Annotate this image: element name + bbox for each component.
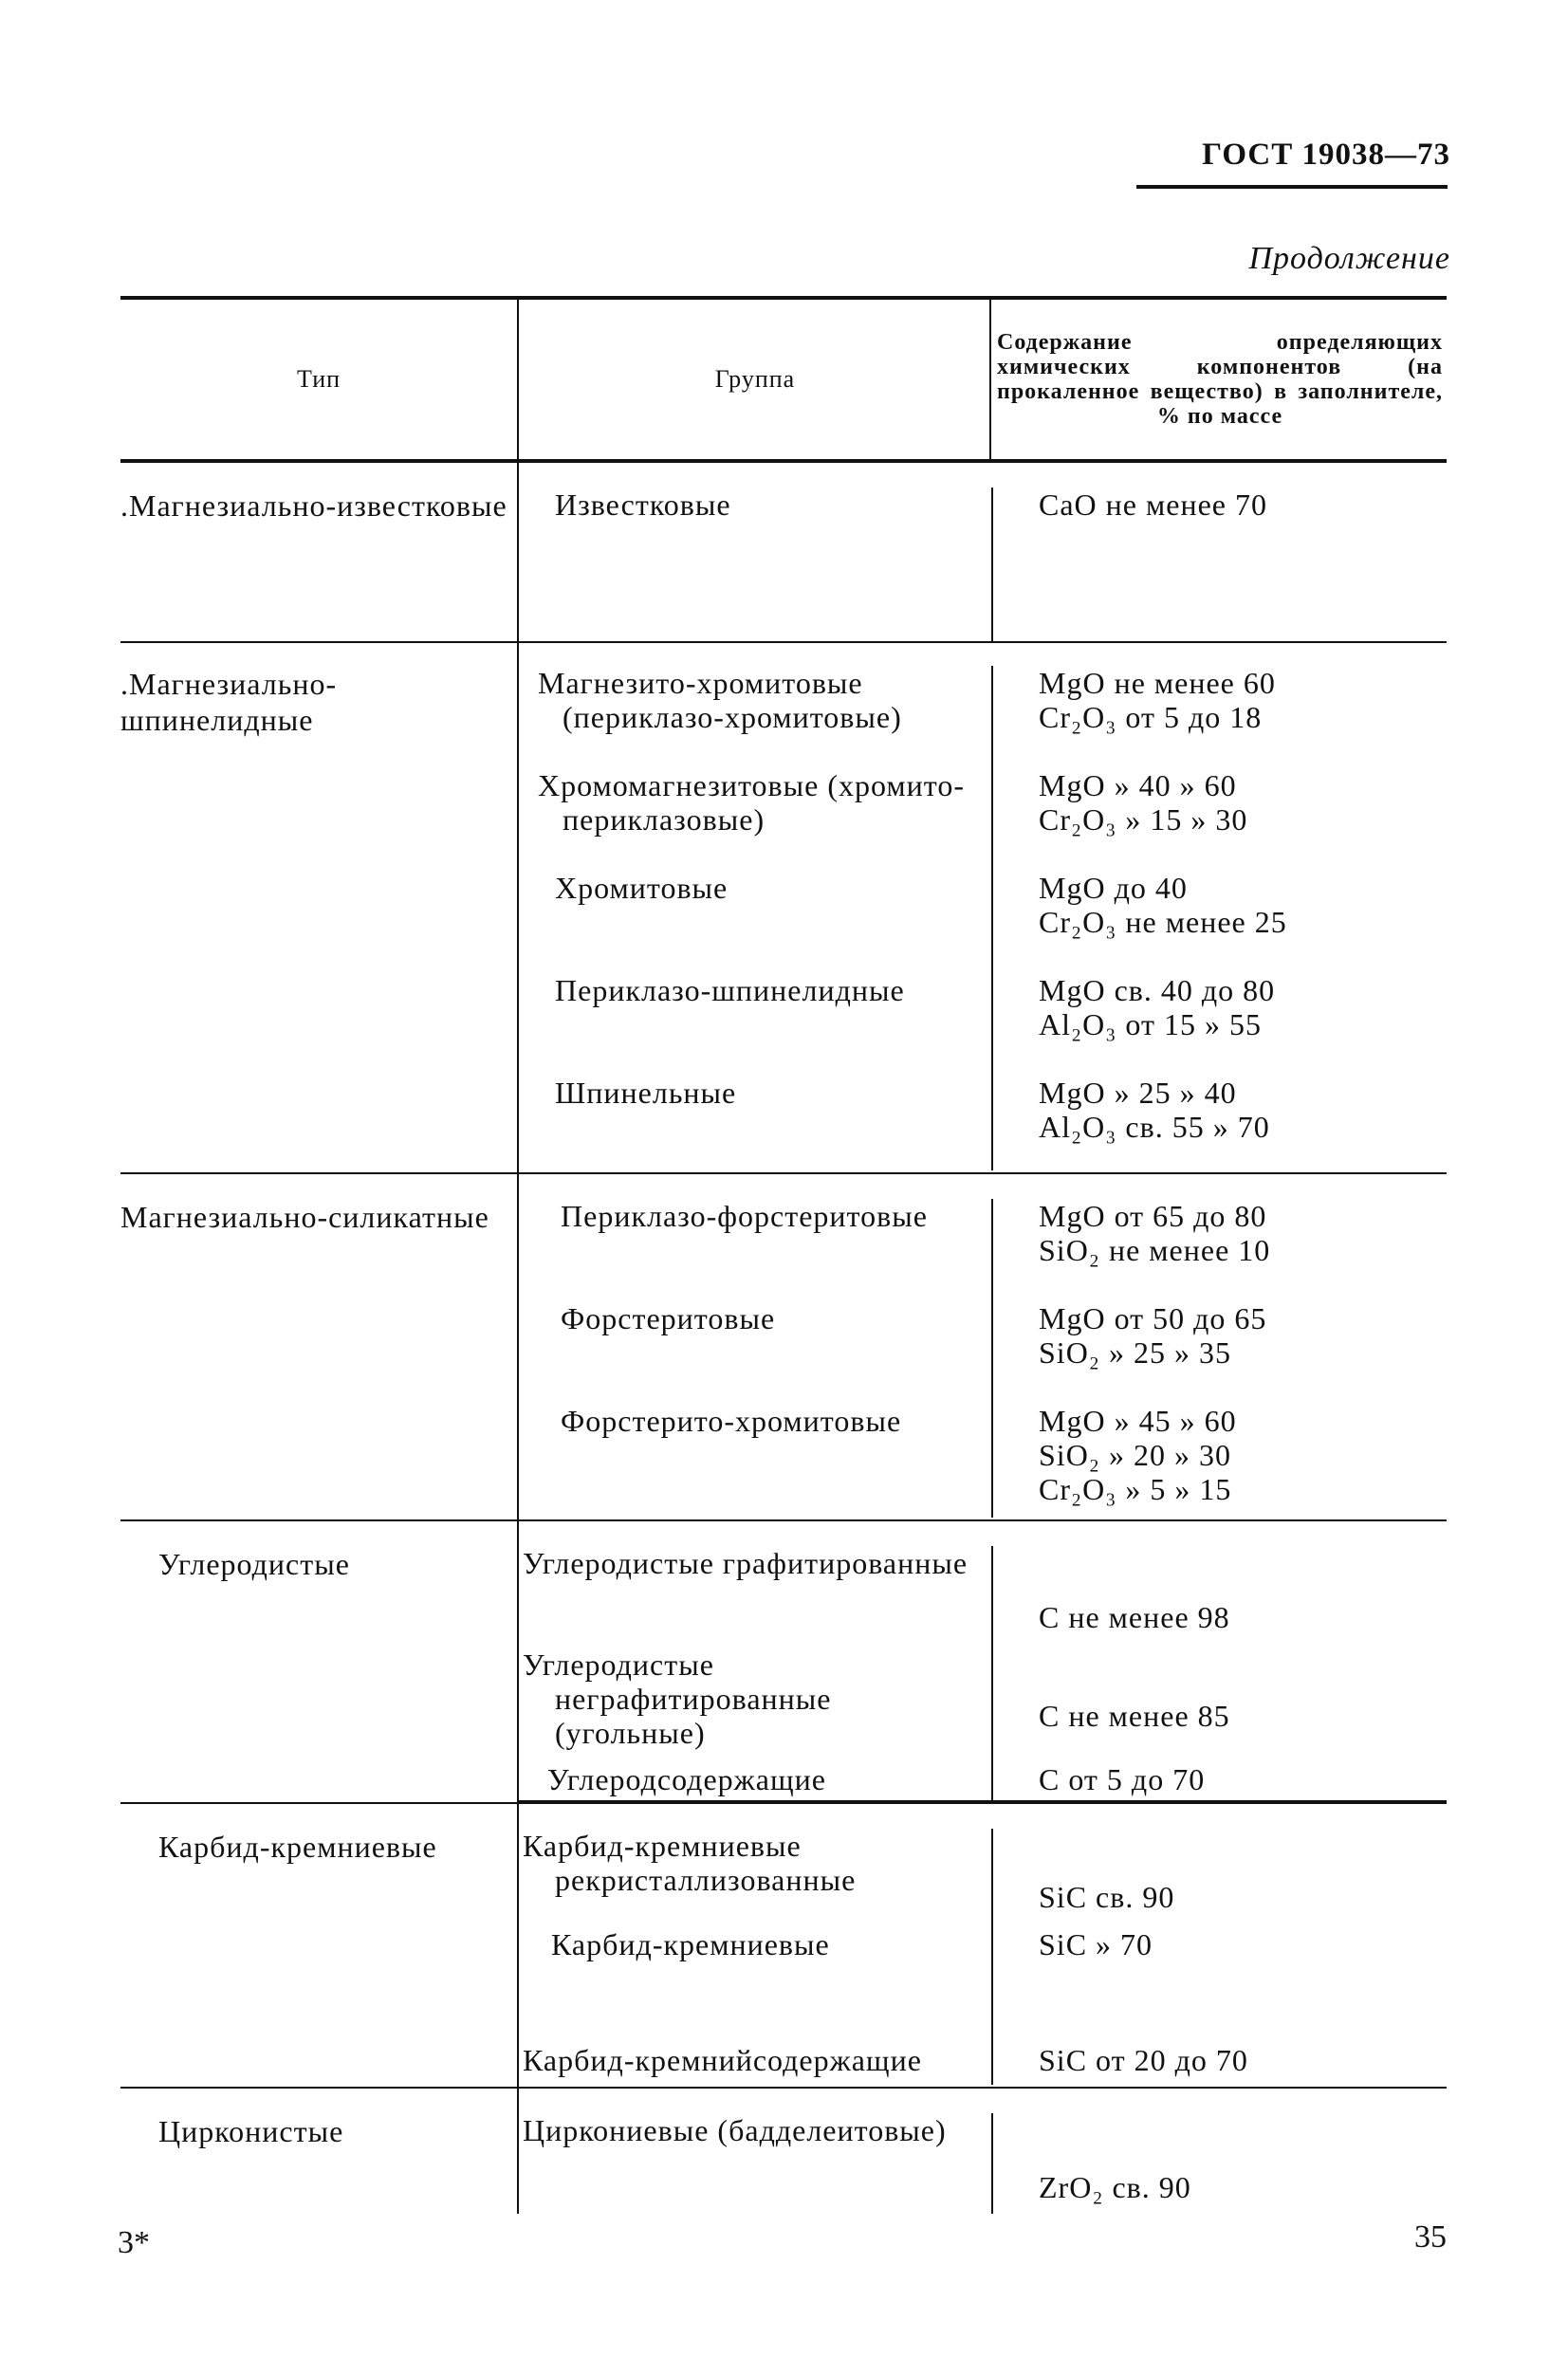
column-header-group: Группа	[517, 300, 991, 459]
type-cell: Магнезиально-силикатные	[120, 1200, 489, 1234]
formula-line: C от 5 до 70	[1039, 1762, 1206, 1796]
group-name-text: Периклазо-форстеритовые	[561, 1199, 928, 1233]
continuation-label: Продолжение	[1248, 241, 1450, 276]
group-name-text: Углеродистые графитированные	[523, 1546, 968, 1580]
formula-line: SiC св. 90	[1039, 1880, 1175, 1914]
group-name-text: Углеродсодержащие	[547, 1762, 826, 1796]
group-entry	[519, 2113, 1447, 2214]
formula-line: MgO до 40	[1039, 871, 1188, 905]
group-entry	[519, 1746, 1447, 1802]
type-cell: Углеродистые	[158, 1547, 350, 1581]
group-name	[519, 1986, 991, 2085]
group-entry	[519, 1404, 1447, 1518]
group-name-text: Циркониевые (бадделеитовые)	[523, 2113, 947, 2147]
group-entry	[519, 463, 1447, 641]
type-cell: .Магнезиально-известковые	[120, 488, 507, 523]
formula-line: MgO » 40 » 60	[1039, 768, 1237, 802]
group-content	[991, 1404, 1447, 1518]
formula-line: Cr₂O₃ » 5 » 15	[1039, 1472, 1232, 1506]
group-list	[517, 1174, 1447, 1519]
table-row	[120, 2089, 1447, 2214]
table-row	[120, 1804, 1447, 2089]
group-name	[519, 2113, 991, 2214]
group-name	[519, 871, 991, 973]
formula-line: CaO не менее 70	[1039, 488, 1267, 522]
table-row	[120, 1174, 1447, 1521]
group-name-text: Форстерито-хромитовые	[561, 1404, 902, 1438]
table-row	[120, 1521, 1447, 1804]
type-cell: .Магнезиально-шпинелидные	[120, 667, 338, 737]
group-entry	[519, 1076, 1447, 1170]
group-name	[519, 1404, 991, 1518]
type-cell: Карбид-кремниевые	[158, 1830, 437, 1864]
formula-line: SiO₂ не менее 10	[1039, 1233, 1271, 1267]
group-name	[519, 1927, 991, 1986]
group-list	[517, 1521, 1447, 1802]
group-name	[519, 1647, 991, 1750]
group-entry	[519, 1546, 1447, 1648]
group-name-text: Углеродистые неграфитированные (угольные)	[523, 1647, 832, 1750]
document-standard-title: ГОСТ 19038—73	[1202, 138, 1450, 172]
group-content	[991, 1746, 1447, 1800]
formula-line: Al₂O₃ св. 55 » 70	[1039, 1110, 1270, 1144]
group-name	[519, 666, 991, 768]
formula-line: SiO₂ » 20 » 30	[1039, 1438, 1231, 1472]
signature-mark: 3*	[118, 2225, 150, 2260]
column-header-content: Содержание определяющих химических компонентов (на прокаленное вещество) в заполнителе, % по массе	[989, 300, 1447, 459]
group-list	[517, 1804, 1447, 2087]
formula-line: C не менее 85	[1039, 1698, 1230, 1733]
formula-line: Al₂O₃ от 15 » 55	[1039, 1007, 1262, 1041]
group-content	[991, 1986, 1447, 2085]
group-name-text: Карбид-кремнийсодержащие	[523, 2043, 922, 2077]
table-header	[120, 296, 1447, 463]
group-name	[519, 768, 991, 871]
group-list	[517, 643, 1447, 1172]
formula-line: ZrO₂ св. 90	[1039, 2170, 1191, 2204]
group-content	[991, 1927, 1447, 1986]
page-number: 35	[1414, 2219, 1447, 2255]
group-entry	[519, 1927, 1447, 1986]
group-name-text: Известковые	[555, 488, 731, 522]
group-content	[991, 973, 1447, 1076]
group-entry	[519, 973, 1447, 1076]
column-header-type: Тип	[296, 365, 341, 393]
formula-line: Cr₂O₃ от 5 до 18	[1039, 700, 1263, 734]
group-name-text: Хромомагнезитовые (хромито-периклазовые)	[538, 768, 965, 837]
group-entry	[519, 666, 1447, 768]
group-entry	[519, 1986, 1447, 2085]
group-entry	[519, 871, 1447, 973]
group-content	[991, 1829, 1447, 1927]
group-content	[991, 488, 1447, 641]
formula-line: MgO от 50 до 65	[1039, 1301, 1267, 1335]
group-name	[519, 1076, 991, 1170]
group-content	[991, 666, 1447, 768]
formula-line: MgO не менее 60	[1039, 666, 1276, 700]
group-name-text: Хромитовые	[555, 871, 729, 905]
formula-line: MgO » 25 » 40	[1039, 1076, 1237, 1110]
formula-line: C не менее 98	[1039, 1599, 1230, 1634]
table-row	[120, 463, 1447, 643]
type-cell: Цирконистые	[158, 2114, 344, 2148]
group-name	[519, 1546, 991, 1648]
group-name	[519, 973, 991, 1076]
formula-line: MgO от 65 до 80	[1039, 1199, 1267, 1233]
formula-line: Cr₂O₃ не менее 25	[1039, 905, 1287, 939]
group-entry	[519, 1829, 1447, 1927]
formula-line: Cr₂O₃ » 15 » 30	[1039, 802, 1248, 837]
group-content	[991, 1301, 1447, 1404]
group-list	[517, 463, 1447, 641]
group-name	[519, 1301, 991, 1404]
group-content	[991, 1199, 1447, 1301]
group-content	[991, 1076, 1447, 1170]
group-content	[991, 768, 1447, 871]
group-list	[517, 2089, 1447, 2214]
group-entry	[519, 1301, 1447, 1404]
formula-line: SiC » 70	[1039, 1927, 1153, 1961]
formula-line: SiC от 20 до 70	[1039, 2043, 1248, 2077]
group-name-text: Магнезито-хромитовые (периклазо-хромитовые)	[538, 666, 902, 734]
group-name-text: Карбид-кремниевые рекристаллизованные	[523, 1829, 857, 1897]
group-name	[519, 1199, 991, 1301]
formula-line: MgO св. 40 до 80	[1039, 973, 1276, 1007]
composition-table	[120, 296, 1447, 2214]
group-entry	[519, 768, 1447, 871]
group-content	[991, 1648, 1447, 1746]
group-name-text: Карбид-кремниевые	[551, 1927, 830, 1961]
formula-line: MgO » 45 » 60	[1039, 1404, 1237, 1438]
group-content	[991, 871, 1447, 973]
group-content	[991, 2113, 1447, 2214]
group-entry	[519, 1647, 1447, 1750]
group-name-text: Периклазо-шпинелидные	[555, 973, 905, 1007]
group-name-text: Форстеритовые	[561, 1301, 776, 1335]
group-name	[519, 488, 991, 641]
header-rule	[1136, 185, 1448, 189]
table-row	[120, 643, 1447, 1174]
group-name	[519, 1829, 991, 1927]
group-name	[519, 1746, 991, 1800]
group-name-text: Шпинельные	[555, 1076, 737, 1110]
group-entry	[519, 1199, 1447, 1301]
group-content	[991, 1546, 1447, 1648]
formula-line: SiO₂ » 25 » 35	[1039, 1335, 1231, 1370]
